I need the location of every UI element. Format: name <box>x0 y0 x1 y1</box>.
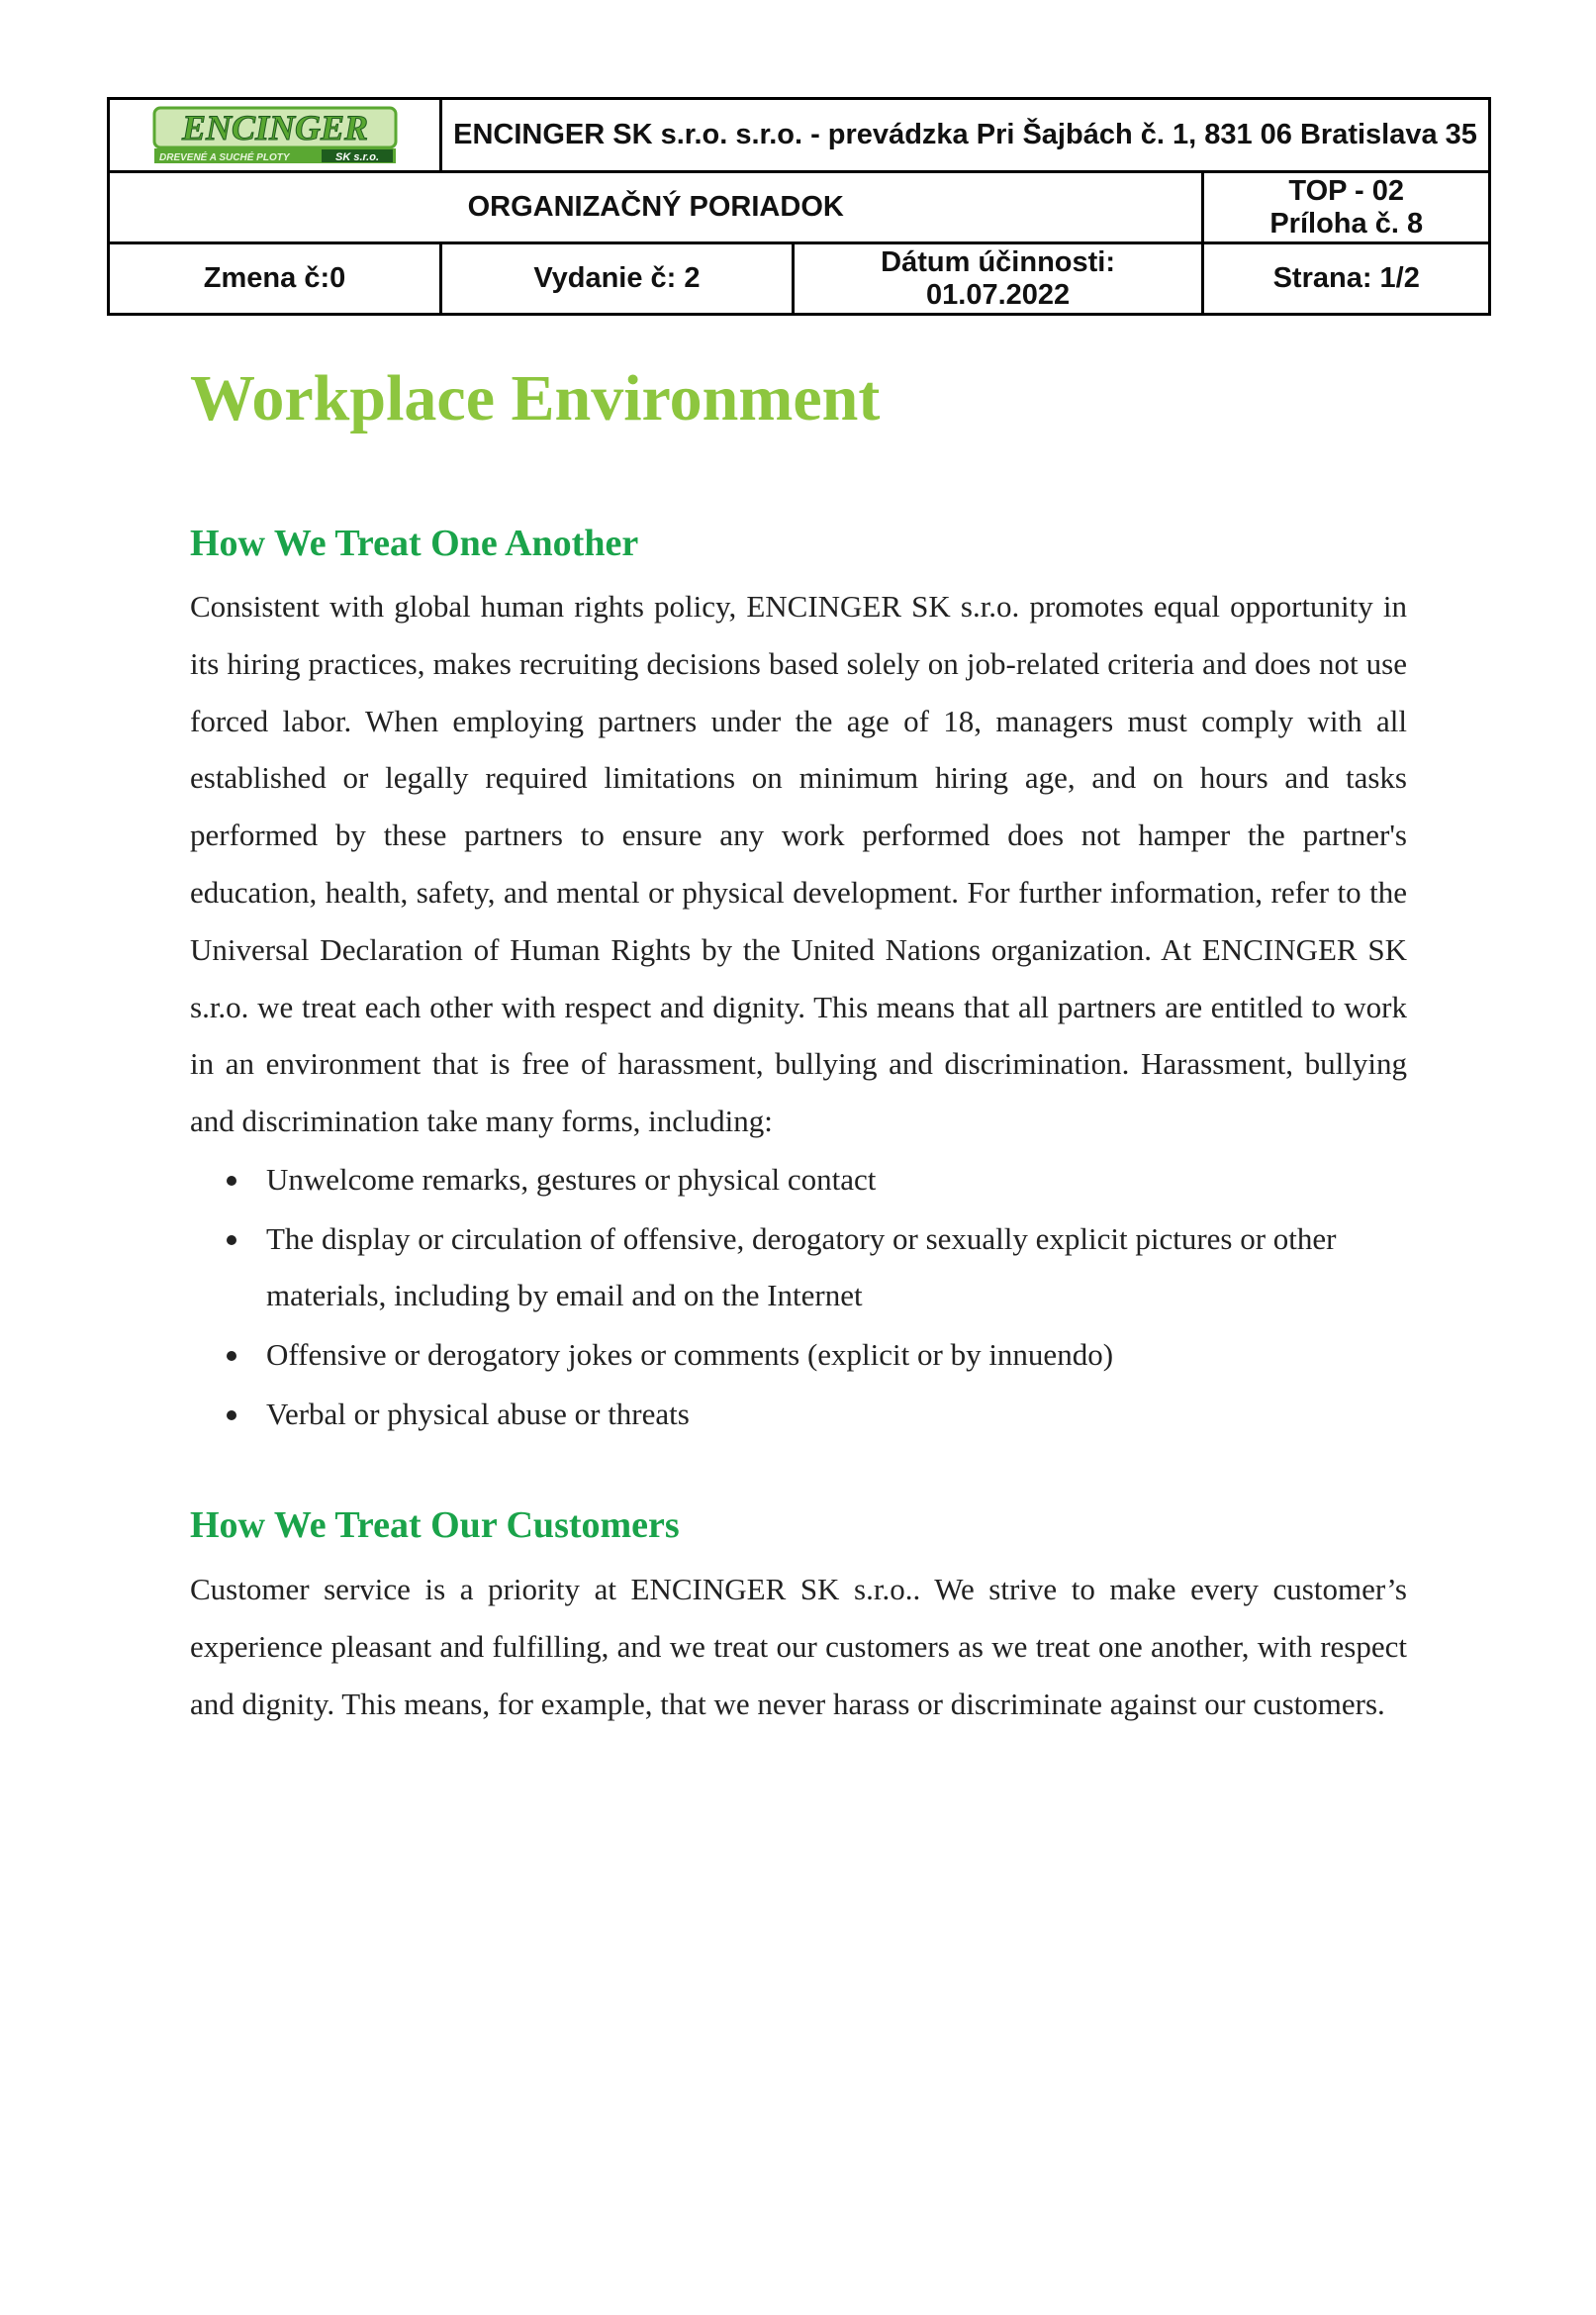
section-heading-one-another: How We Treat One Another <box>190 523 639 564</box>
document-title: ORGANIZAČNÝ PORIADOK <box>109 172 1203 243</box>
page-number: Strana: 1/2 <box>1203 243 1490 315</box>
section-paragraph-one-another: Consistent with global human rights policy, ENCINGER SK s.r.o. promotes equal opportunity in its hiring practices, makes recruiting decisions based solely on job-related criteria and does not use forced labor. When employing partners under the age of 18, managers must comply with all established or legally required limitations on minimum hiring age, and on hours and tasks performed by these partners to ensure any work performed does not hamper the partner's education, health, safety, and mental or physical development. For further information, refer to the Universal Declaration of Human Rights by the United Nations organization. At ENCINGER SK s.r.o. we treat each other with respect and dignity. This means that all partners are entitled to work in an environment that is free of harassment, bullying and discrimination. Harassment, bullying and discrimination take many forms, including: <box>190 589 1407 1139</box>
logo-cell <box>109 99 441 172</box>
document-code-cell <box>1203 172 1490 243</box>
section-heading-customers: How We Treat Our Customers <box>190 1504 680 1546</box>
list-item <box>190 1326 1407 1383</box>
list-item-text: Offensive or derogatory jokes or comments (explicit or by innuendo) <box>266 1337 1114 1372</box>
list-item <box>190 1210 1407 1323</box>
document-header-table <box>107 97 1491 316</box>
logo-wordmark: ENCINGER <box>181 107 368 147</box>
harassment-forms-list <box>190 1151 1407 1445</box>
bullet-icon <box>227 1410 236 1420</box>
logo-tagline: DREVENÉ A SUCHÉ PLOTY <box>158 151 290 163</box>
edition-number: Vydanie č: 2 <box>441 243 794 315</box>
effective-date: 01.07.2022 <box>926 278 1071 311</box>
document-code: TOP - 02 <box>1288 174 1405 207</box>
bullet-icon <box>227 1176 236 1186</box>
company-address: ENCINGER SK s.r.o. s.r.o. - prevádzka Pri Šajbách č. 1, 831 06 Bratislava 35 <box>441 99 1490 172</box>
list-item-text: Unwelcome remarks, gestures or physical contact <box>266 1162 877 1197</box>
effective-date-cell <box>793 243 1203 315</box>
logo-badge: SK s.r.o. <box>334 150 379 163</box>
list-item <box>190 1151 1407 1207</box>
list-item-text: The display or circulation of offensive, derogatory or sexually explicit pictures or other materials, including by email and on the Internet <box>266 1221 1337 1312</box>
encinger-logo <box>151 105 399 166</box>
annex-number: Príloha č. 8 <box>1269 207 1424 240</box>
bullet-icon <box>227 1235 236 1245</box>
section-paragraph-customers: Customer service is a priority at ENCINGER SK s.r.o.. We strive to make every customer’s experience pleasant and fulfilling, and we treat our customers as we treat one another, with respect and dignity. This means, for example, that we never harass or discriminate against our customers. <box>190 1572 1407 1721</box>
page-title: Workplace Environment <box>190 362 881 434</box>
bullet-icon <box>227 1351 236 1361</box>
change-number: Zmena č:0 <box>109 243 441 315</box>
list-item-text: Verbal or physical abuse or threats <box>266 1397 690 1431</box>
effective-date-label: Dátum účinnosti: <box>881 245 1116 278</box>
list-item <box>190 1386 1407 1442</box>
